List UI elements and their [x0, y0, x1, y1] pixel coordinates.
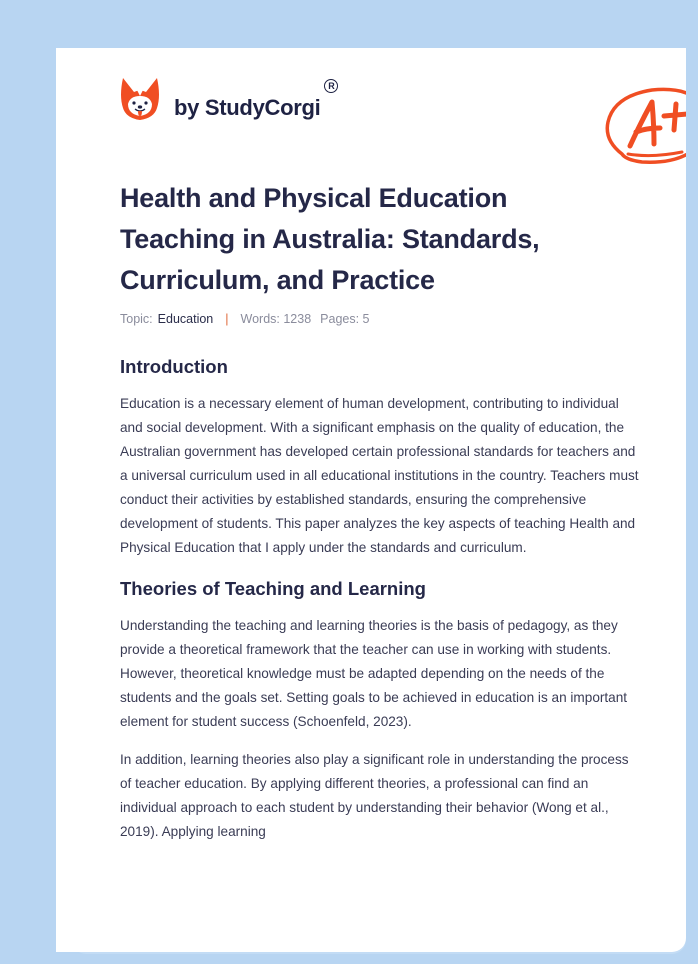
a-plus-grade-icon [602, 84, 686, 168]
section-heading-theories: Theories of Teaching and Learning [120, 578, 426, 599]
page-title: Health and Physical Education Teaching in Australia: Standards, Curriculum, and Practice [120, 183, 540, 295]
brand-name: by StudyCorgi [174, 95, 321, 120]
page-count: Pages: 5 [320, 312, 370, 326]
studycorgi-logo[interactable] [120, 74, 338, 122]
document-card [56, 48, 686, 952]
paragraph: Education is a necessary element of human development, contributing to individual and social development. With a significant emphasis on the quality of education, the Australian government has developed certain professional standards for teachers and a universal curriculum used in all educational institutions in the country. Teachers must conduct their activities by established standards, ensuring the comprehensive development of students. This paper analyzes the key aspects of teaching Health and Physical Education that I apply under the standards and curriculum. [120, 396, 639, 555]
meta-separator: | [225, 312, 229, 326]
header [120, 74, 650, 154]
topic-label: Topic: [120, 312, 153, 326]
paragraph: In addition, learning theories also play a significant role in understanding the process of teacher education. By applying different theories, a professional can find an individual approach to each student by understanding their behavior (Wong et al., 2019). Applying learning [120, 752, 629, 839]
topic-link[interactable]: Education [157, 312, 214, 326]
article-meta [120, 312, 370, 326]
section-heading-introduction: Introduction [120, 356, 228, 377]
paragraph: Understanding the teaching and learning theories is the basis of pedagogy, as they provide a theoretical framework that the teacher can use in working with students. However, theoretical knowledge must be adapted depending on the needs of the students and the goals set. Setting goals to be achieved in education is an important element for student success (Schoenfeld, 2023). [120, 618, 628, 729]
word-count: Words: 1238 [240, 312, 312, 326]
registered-mark-icon: R [324, 79, 338, 93]
corgi-face-icon [120, 76, 160, 122]
article-body [120, 354, 640, 858]
